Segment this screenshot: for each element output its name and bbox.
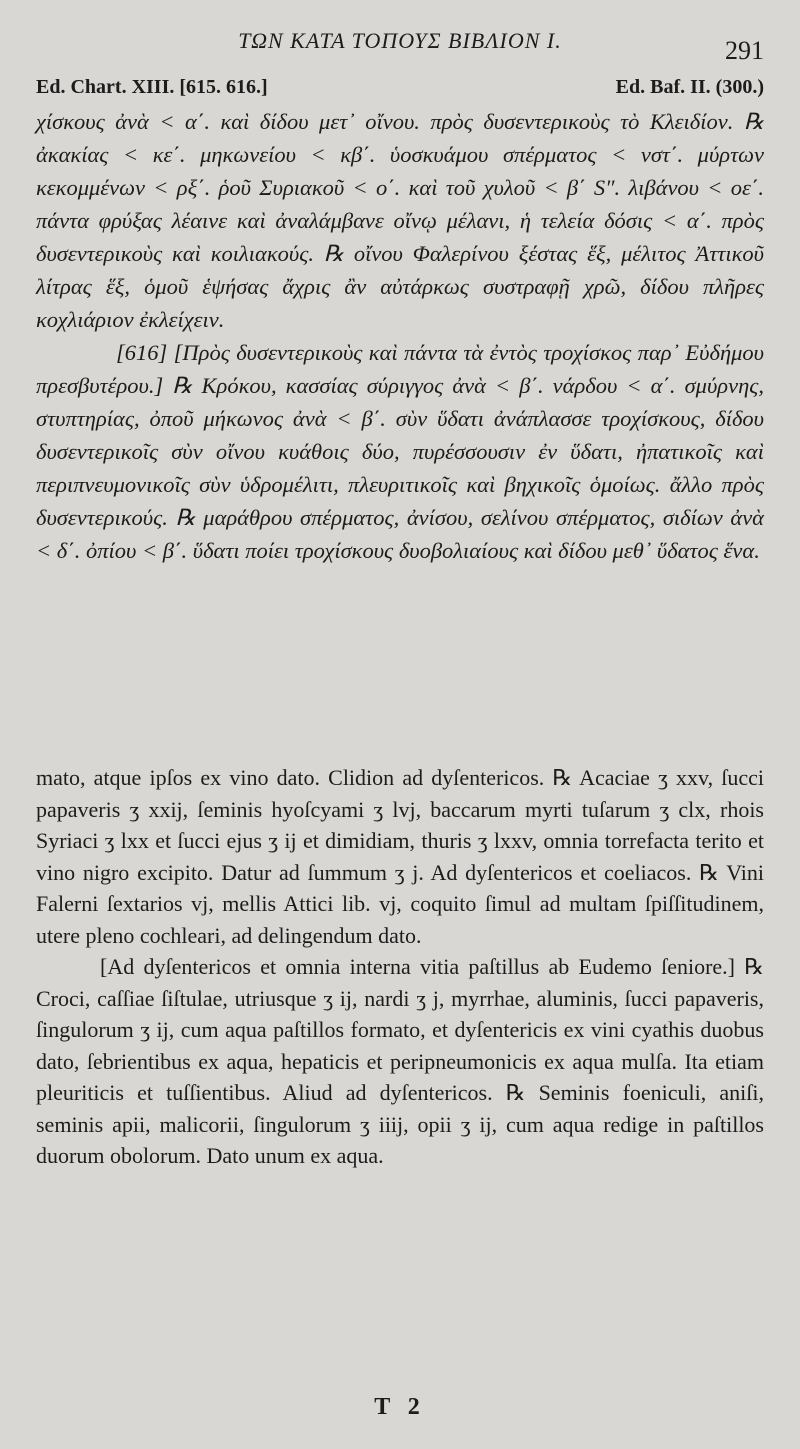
edition-chartier: Ed. Chart. XIII. [615. 616.] (36, 76, 268, 98)
latin-paragraph: mato, atque ipſos ex vino dato. Clidion ad dyſentericos. ℞ Acaciae ʒ xxv, ſucci papaveris ʒ xxij, ſeminis hyoſcyami ʒ lvj, baccarum myrti tuſarum ʒ clx, rhois Syriaci ʒ lxx et ſucci ejus ʒ ij et dimidiam, thuris ʒ lxxv, omnia torrefacta terito et vino nigro excipito. Datur ad ſummum ʒ j. Ad dyſentericos et coeliacos. ℞ Vini Falerni ſextarios vj, mellis Attici lib. vj, coquito ſimul ad multam ſpiſſitudinem, utere pleno cochleari, ad delingendum dato. (36, 765, 764, 948)
running-title: ΤΩΝ ΚΑΤΑ ΤΟΠΟΥΣ ΒΙΒΛΙΟΝ Ι. (238, 28, 562, 53)
edition-line (36, 76, 764, 99)
page-number: 291 (725, 36, 764, 65)
latin-paragraph: [Ad dyſentericos et omnia interna vitia paſtillus ab Eudemo ſeniore.] ℞ Croci, caſſiae ſiſtulae, utriusque ʒ ij, nardi ʒ j, myrrhae, aluminis, ſucci papaveris, ſingulorum ʒ ij, cum aqua paſtillos formato, et dyſentericis ex vini cyathis duobus dato, ſebrientibus ex aqua, hepaticis et peripneumonicis ex aqua mulſa. Ita etiam pleuriticis et tuſſientibus. Aliud ad dyſentericos. ℞ Seminis foeniculi, aniſi, seminis apii, malicorii, ſingulorum ʒ iiij, opii ʒ ij, cum aqua redige in paſtillos duorum obolorum. Dato unum ex aqua. (36, 954, 764, 1168)
edition-basel: Ed. Baf. II. (300.) (615, 76, 764, 98)
greek-paragraph: [616] [Πρὸς δυσεντερικοὺς καὶ πάντα τὰ ἐντὸς τροχίσκος παρ᾽ Εὐδήμου πρεσβυτέρου.] ℞ Κρόκου, κασσίας σύριγγος ἀνὰ < β΄. νάρδου < α΄. σμύρνης, στυπτηρίας, ὀποῦ μήκωνος ἀνὰ < β΄. σὺν ὕδατι ἀνάπλασσε τροχίσκους, δίδου δυσεντερικοῖς σὺν οἴνου κυάθοις δύο, πυρέσσουσιν ἐν ὕδατι, ἠπατικοῖς καὶ περιπνευμονικοῖς σὺν ὑδρομέλιτι, πλευριτικοῖς καὶ βηχικοῖς ὁμοίως. ἄλλο πρὸς δυσεντερικούς. ℞ μαράθρου σπέρματος, ἀνίσου, σελίνου σπέρματος, σιδίων ἀνὰ < δ΄. ὀπίου < β΄. ὕδατι ποίει τροχίσκους δυοβολιαίους καὶ δίδου μεθ᾽ ὕδατος ἕνα. (36, 340, 764, 563)
greek-text-block (36, 105, 764, 567)
signature-mark: T 2 (374, 1394, 426, 1420)
latin-text-block (36, 762, 764, 1172)
greek-paragraph: χίσκους ἀνὰ < α΄. καὶ δίδου μετ᾽ οἴνου. πρὸς δυσεντερικοὺς τὸ Κλειδίον. ℞ ἀκακίας < κε΄. μηκωνείου < κβ΄. ὑοσκυάμου σπέρματος < νστ΄. μύρτων κεκομμένων < ρξ΄. ῥοῦ Συριακοῦ < ο΄. καὶ τοῦ χυλοῦ < β΄ S″. λιβάνου < οε΄. πάντα φρύξας λέαινε καὶ ἀναλάμβανε οἴνῳ μέλανι, ἡ τελεία δόσις < α΄. πρὸς δυσεντερικοὺς καὶ κοιλιακούς. ℞ οἴνου Φαλερίνου ξέστας ἕξ, μέλιτος Ἀττικοῦ λίτρας ἕξ, ὁμοῦ ἑψήσας ἄχρις ἂν αὐτάρκως συστραφῇ χρῶ, δίδου πλῆρες κοχλιάριον ἐκλείχειν. (36, 109, 764, 332)
